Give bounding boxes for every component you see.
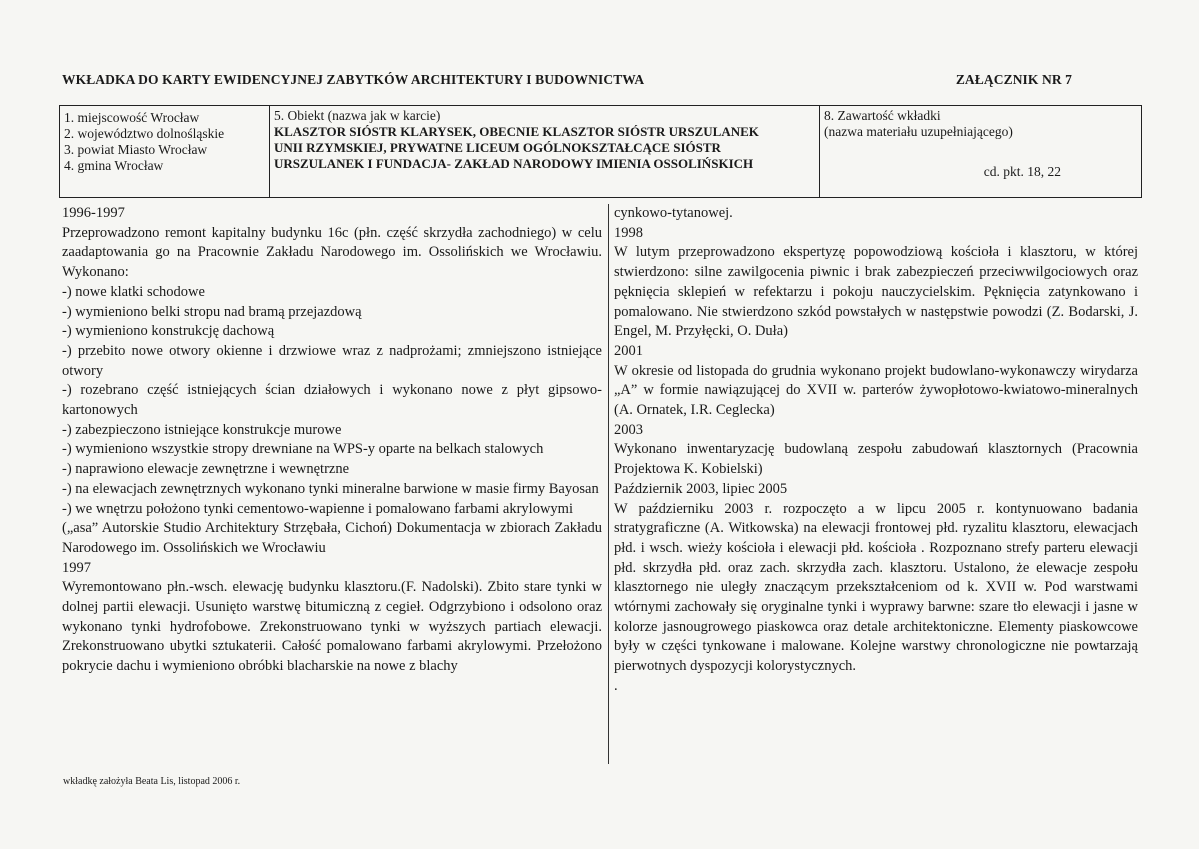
content-area: [59, 204, 1142, 764]
paragraph: W okresie od listopada do grudnia wykonano projekt budowlano-wykonawczy wirydarza „A” w formie nawiązującej do XVII w. parterów żywopłotowo-kwiatowo-mineralnych (A. Ornatek, I.R. Ceglecka): [614, 362, 1138, 419]
location-line: 2. województwo dolnośląskie: [64, 126, 225, 141]
paragraph: 2001: [614, 342, 643, 359]
attachment-number: ZAŁĄCZNIK NR 7: [955, 72, 1072, 87]
paragraph: -) zabezpieczono istniejące konstrukcje murowe: [62, 421, 342, 438]
paragraph: -) wymieniono wszystkie stropy drewniane na WPS-y oparte na belkach stalowych: [62, 441, 544, 458]
info-table: [59, 105, 1142, 198]
location-line: 3. powiat Miasto Wrocław: [64, 142, 208, 157]
right-column: [609, 204, 1142, 764]
paragraph: -) we wnętrzu położono tynki cementowo-wapienne i pomalowano farbami akrylowymi: [62, 500, 573, 517]
location-line: 4. gmina Wrocław: [64, 158, 164, 173]
contents-label: 8. Zawartość wkładki: [824, 108, 941, 123]
paragraph: W październiku 2003 r. rozpoczęto a w lipcu 2005 r. kontynuowano badania stratygraficzne (A. Witkowska) na elewacji frontowej płd. ryzalitu klasztoru, elewacjach płd. i wsch. wieży kościoła i elewacji płd. kościoła . Rozpoznano strefy parteru elewacji płd. skrzydła płd. oraz zach. skrzydła zach. klasztoru. Ustalono, że elewacje zespołu klasztornego nie uległy znaczącym przekształceniom od k. XVII w. Pod warstwami wtórnymi zachowały się oryginalne tynki i wyprawy barwne: szare tło elewacji i jasne w kolorze jasnougrowego piaskowca oraz detale architektoniczne. Elementy piaskowcowe były w części tynkowane i malowane. Kolejne warstwy chronologiczne nie powtarzają pierwotnych dyspozycji kolorystycznych.: [614, 500, 1138, 675]
paragraph: W lutym przeprowadzono ekspertyzę popowodziową kościoła i klasztoru, w której stwierdzono: silne zawilgocenia piwnic i brak zabezpieczeń przeciwwilgociowych oraz pęknięcia sklepień w refektarzu i pokoju nauczycielskim. Pęknięcia zatynkowano i pomalowano. Nie stwierdzono szkód powstałych w następstwie powodzi (Z. Bodarski, J. Engel, M. Przyłęcki, O. Duła): [614, 244, 1138, 340]
document-title: WKŁADKA DO KARTY EWIDENCYJNEJ ZABYTKÓW ARCHITEKTURY I BUDOWNICTWA: [62, 72, 645, 87]
paragraph: Przeprowadzono remont kapitalny budynku 16c (płn. część skrzydła zachodniego) w celu zaadaptowania go na Pracownie Zakładu Narodowego im. Ossolińskich we Wrocławiu. Wykonano:: [62, 224, 602, 281]
paragraph: -) wymieniono belki stropu nad bramą przejazdową: [62, 303, 362, 320]
object-name-line: KLASZTOR SIÓSTR KLARYSEK, OBECNIE KLASZTOR SIÓSTR URSZULANEK: [274, 124, 759, 139]
object-label: 5. Obiekt (nazwa jak w karcie): [274, 108, 441, 123]
paragraph: Wykonano inwentaryzację budowlaną zespołu zabudowań klasztornych (Pracownia Projektowa K. Kobielski): [614, 441, 1138, 478]
location-cell: [60, 106, 270, 197]
contents-cell: [820, 106, 1141, 197]
left-column: [59, 204, 609, 764]
location-line: 1. miejscowość Wrocław: [64, 110, 200, 125]
object-cell: [270, 106, 820, 197]
paragraph: 2003: [614, 421, 643, 438]
paragraph: .: [614, 677, 618, 694]
object-name-line: UNII RZYMSKIEJ, PRYWATNE LICEUM OGÓLNOKSZTAŁCĄCE SIÓSTR: [274, 140, 721, 155]
paragraph: Październik 2003, lipiec 2005: [614, 480, 788, 497]
paragraph: -) przebito nowe otwory okienne i drzwiowe wraz z nadprożami; zmniejszono istniejące otwory: [62, 342, 602, 379]
paragraph: -) naprawiono elewacje zewnętrzne i wewnętrzne: [62, 461, 350, 478]
paragraph: Wyremontowano płn.-wsch. elewację budynku klasztoru.(F. Nadolski). Zbito stare tynki w dolnej partii elewacji. Usunięto warstwę bitumiczną z cegieł. Odgrzybiono i odsolono oraz wykonano tynki hydrofobowe. Zrekonstruowano tynki w wyższych partiach elewacji. Zrekonstruowano ubytki sztukaterii. Całość pomalowano farbami akrylowymi. Przełożono pokrycie dachu i wymieniono obróbki blacharskie na nowe z blachy: [62, 579, 602, 675]
paragraph: 1998: [614, 224, 643, 241]
contents-sub: (nazwa materiału uzupełniającego): [824, 124, 1013, 139]
author-note: wkładkę założyła Beata Lis, listopad 2006 r.: [63, 776, 241, 787]
supplement-ref: cd. pkt. 18, 22: [983, 164, 1061, 179]
paragraph: -) wymieniono konstrukcję dachową: [62, 323, 275, 340]
paragraph: („asa” Autorskie Studio Architektury Strzębała, Cichoń) Dokumentacja w zbiorach Zakładu Narodowego im. Ossolińskich we Wrocławiu: [62, 520, 602, 556]
paragraph: 1997: [62, 559, 91, 576]
object-name-line: URSZULANEK I FUNDACJA- ZAKŁAD NARODOWY IMIENIA OSSOLIŃSKICH: [274, 156, 754, 171]
page-header: [62, 72, 1072, 88]
paragraph: -) rozebrano część istniejących ścian działowych i wykonano nowe z płyt gipsowo-kartonowych: [62, 382, 602, 419]
paragraph: -) na elewacjach zewnętrznych wykonano tynki mineralne barwione w masie firmy Bayosan: [62, 480, 599, 497]
paragraph: 1996-1997: [62, 205, 125, 221]
paragraph: -) nowe klatki schodowe: [62, 283, 205, 300]
paragraph: cynkowo-tytanowej.: [614, 205, 733, 221]
